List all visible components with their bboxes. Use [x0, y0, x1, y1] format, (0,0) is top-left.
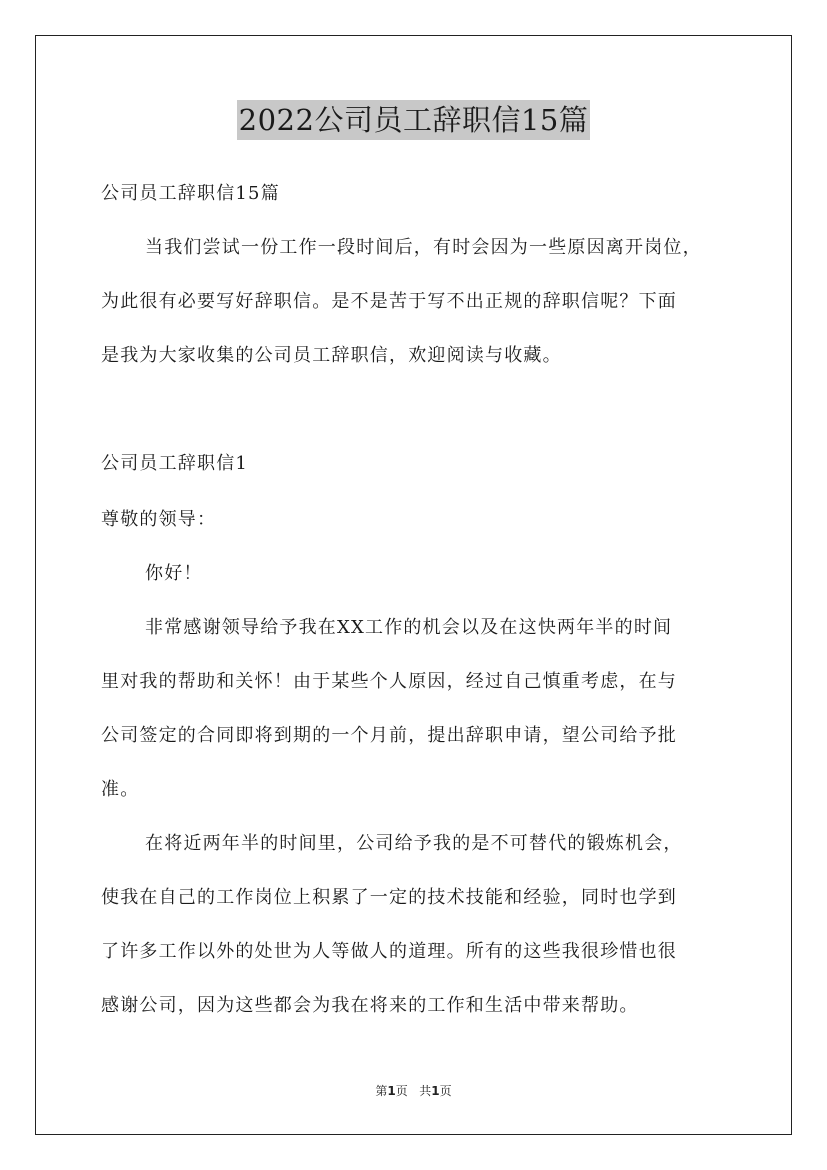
- page-label-prefix: 第: [375, 1084, 388, 1098]
- paragraph1-line-1: 非常感谢领导给予我在XX工作的机会以及在这快两年半的时间: [145, 617, 673, 638]
- total-label-suffix: 页: [439, 1084, 452, 1098]
- paragraph2-line-1: 在将近两年半的时间里，公司给予我的是不可替代的锻炼机会，: [145, 833, 683, 854]
- document-title: 2022公司员工辞职信15篇: [237, 100, 591, 140]
- section-heading: 公司员工辞职信1: [101, 453, 249, 474]
- page-number: 1: [387, 1084, 396, 1098]
- total-label-prefix: 共: [419, 1084, 432, 1098]
- paragraph2-line-4: 感谢公司，因为这些都会为我在将来的工作和生活中带来帮助。: [101, 995, 639, 1016]
- intro-line-1: 当我们尝试一份工作一段时间后，有时会因为一些原因离开岗位，: [145, 237, 702, 258]
- document-subtitle: 公司员工辞职信15篇: [101, 183, 280, 204]
- paragraph2-line-3: 了许多工作以外的处世为人等做人的道理。所有的这些我很珍惜也很: [101, 941, 677, 962]
- intro-line-2: 为此很有必要写好辞职信。是不是苦于写不出正规的辞职信呢？下面: [101, 291, 677, 312]
- salutation: 尊敬的领导：: [101, 509, 217, 530]
- greeting: 你好！: [145, 563, 203, 584]
- paragraph1-line-2: 里对我的帮助和关怀！由于某些个人原因，经过自己慎重考虑，在与: [101, 671, 677, 692]
- page-footer: [0, 1083, 827, 1099]
- paragraph1-line-4: 准。: [101, 779, 140, 800]
- intro-line-3: 是我为大家收集的公司员工辞职信，欢迎阅读与收藏。: [101, 345, 562, 366]
- total-pages: 1: [431, 1084, 440, 1098]
- page-label-suffix: 页: [395, 1084, 408, 1098]
- paragraph1-line-3: 公司签定的合同即将到期的一个月前，提出辞职申请，望公司给予批: [101, 725, 677, 746]
- paragraph2-line-2: 使我在自己的工作岗位上积累了一定的技术技能和经验，同时也学到: [101, 887, 677, 908]
- title-container: [0, 100, 827, 140]
